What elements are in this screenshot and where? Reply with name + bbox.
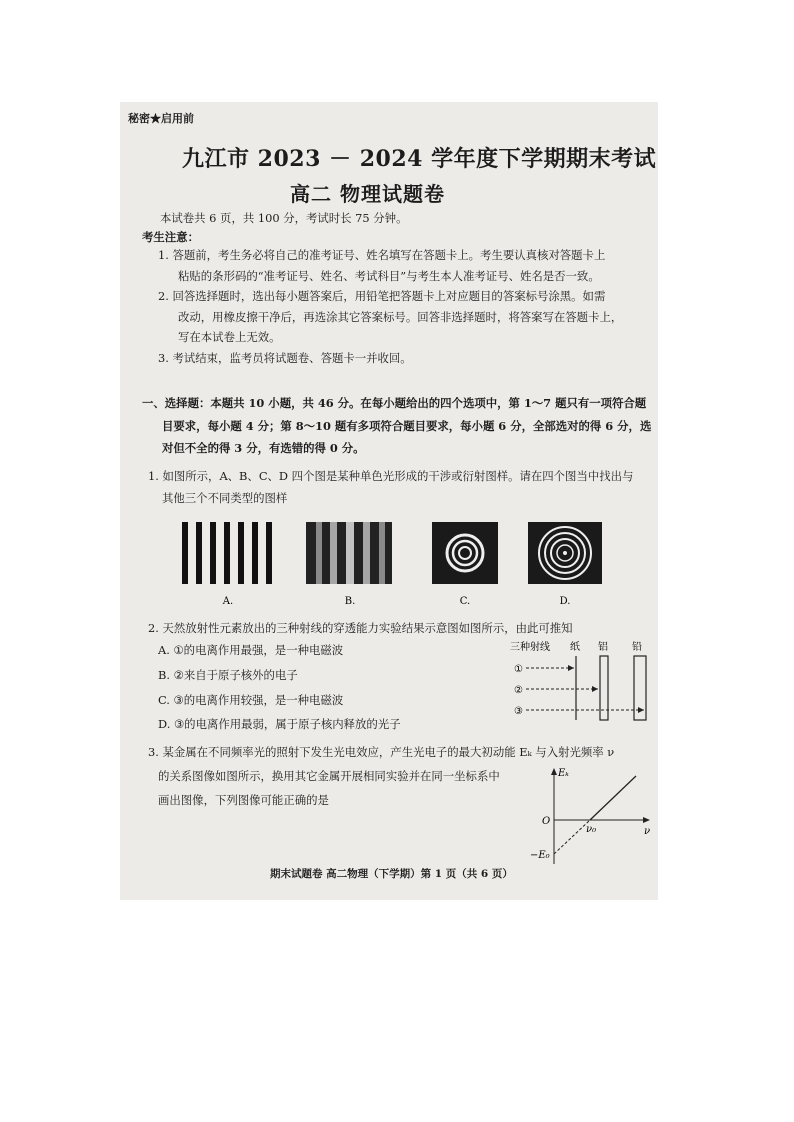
q2-option-b: B. ②来自于原子核外的电子 — [158, 668, 298, 682]
note-1-line-2: 粘贴的条形码的“准考证号、姓名、考试科目”与考生本人准考证号、姓名是否一致。 — [178, 269, 600, 283]
ray-label-3: ③ — [514, 706, 523, 717]
q1-patterns-figure — [120, 514, 658, 614]
q1-label-d: D. — [559, 596, 571, 607]
secret-label: 秘密★启用前 — [128, 112, 194, 125]
q3-label-e0: −E₀ — [530, 850, 550, 861]
q2-penetration-figure — [506, 638, 656, 730]
note-1-line-1: 1. 答题前，考生务必将自己的准考证号、姓名填写在答题卡上。考生要认真核对答题卡上 — [158, 248, 606, 262]
q2-fig-lead: 铅 — [632, 642, 642, 653]
note-2-line-3: 写在本试卷上无效。 — [178, 330, 281, 344]
ray-label-2: ② — [514, 685, 523, 696]
q3-label-origin: O — [542, 816, 551, 827]
section1-line-1: 一、选择题：本题共 10 小题，共 46 分。在每小题给出的四个选项中，第 1～7 题只有一项符合题 — [142, 396, 647, 410]
q1-line-2: 其他三个不同类型的图样 — [162, 491, 288, 505]
q3-label-ek: Eₖ — [558, 768, 569, 779]
exam-sheet — [120, 102, 658, 900]
q2-option-c: C. ③的电离作用较强，是一种电磁波 — [158, 693, 344, 707]
note-3: 3. 考试结束，监考员将试题卷、答题卡一并收回。 — [158, 351, 412, 365]
q2-stem: 2. 天然放射性元素放出的三种射线的穿透能力实验结果示意图如图所示，由此可推知 — [148, 621, 573, 635]
q1-line-1: 1. 如图所示，A、B、C、D 四个图是某种单色光形成的干涉或衍射图样。请在四个图当中找出与 — [148, 469, 634, 483]
section1-line-2: 目要求，每小题 4 分；第 8～10 题有多项符合题目要求，每小题 6 分，全部选对的得 6 分，选 — [162, 419, 652, 433]
section1-line-3: 对但不全的得 3 分，有选错的得 0 分。 — [162, 441, 365, 455]
q3-solid-line — [590, 776, 636, 820]
q3-label-v: ν — [644, 826, 651, 837]
pattern-b-single-slit — [306, 522, 392, 584]
q2-fig-paper: 纸 — [570, 642, 580, 653]
exam-subtitle: 高二 物理试题卷 — [290, 182, 445, 206]
q1-label-b: B. — [344, 596, 356, 607]
notes-heading: 考生注意： — [142, 230, 199, 244]
q3-line-1: 3. 某金属在不同频率光的照射下发生光电效应，产生光电子的最大初动能 Eₖ 与入射光频率 ν — [148, 745, 615, 759]
q3-label-v0: ν₀ — [586, 824, 597, 835]
pattern-a-double-slit — [182, 522, 272, 584]
note-2-line-1: 2. 回答选择题时，选出每小题答案后，用铅笔把答题卡上对应题目的答案标号涂黑。如需 — [158, 289, 606, 303]
q3-line-2: 的关系图像如图所示，换用其它金属开展相同实验并在同一坐标系中 — [158, 769, 500, 783]
q3-dashed-line — [554, 820, 590, 854]
exam-title: 九江市 2023 － 2024 学年度下学期期末考试 — [182, 146, 657, 172]
q3-ek-graph — [524, 764, 654, 874]
exam-intro: 本试卷共 6 页，共 100 分，考试时长 75 分钟。 — [160, 211, 408, 225]
ray-label-1: ① — [514, 664, 523, 675]
q2-fig-title: 三种射线 — [510, 642, 550, 653]
note-2-line-2: 改动，用橡皮擦干净后，再选涂其它答案标号。回答非选择题时，将答案写在答题卡上， — [178, 310, 623, 324]
page-footer: 期末试题卷 高二物理（下学期）第 1 页（共 6 页） — [270, 868, 513, 880]
q2-option-d: D. ③的电离作用最弱，属于原子核内释放的光子 — [158, 717, 401, 731]
q2-option-a: A. ①的电离作用最强，是一种电磁波 — [158, 643, 344, 657]
q3-line-3: 画出图像，下列图像可能正确的是 — [158, 793, 329, 807]
q1-label-c: C. — [459, 596, 471, 607]
pattern-c-circular — [432, 522, 498, 584]
q1-label-a: A. — [222, 596, 234, 607]
q2-fig-aluminum: 铝 — [598, 642, 608, 653]
pattern-d-circular — [528, 522, 602, 584]
